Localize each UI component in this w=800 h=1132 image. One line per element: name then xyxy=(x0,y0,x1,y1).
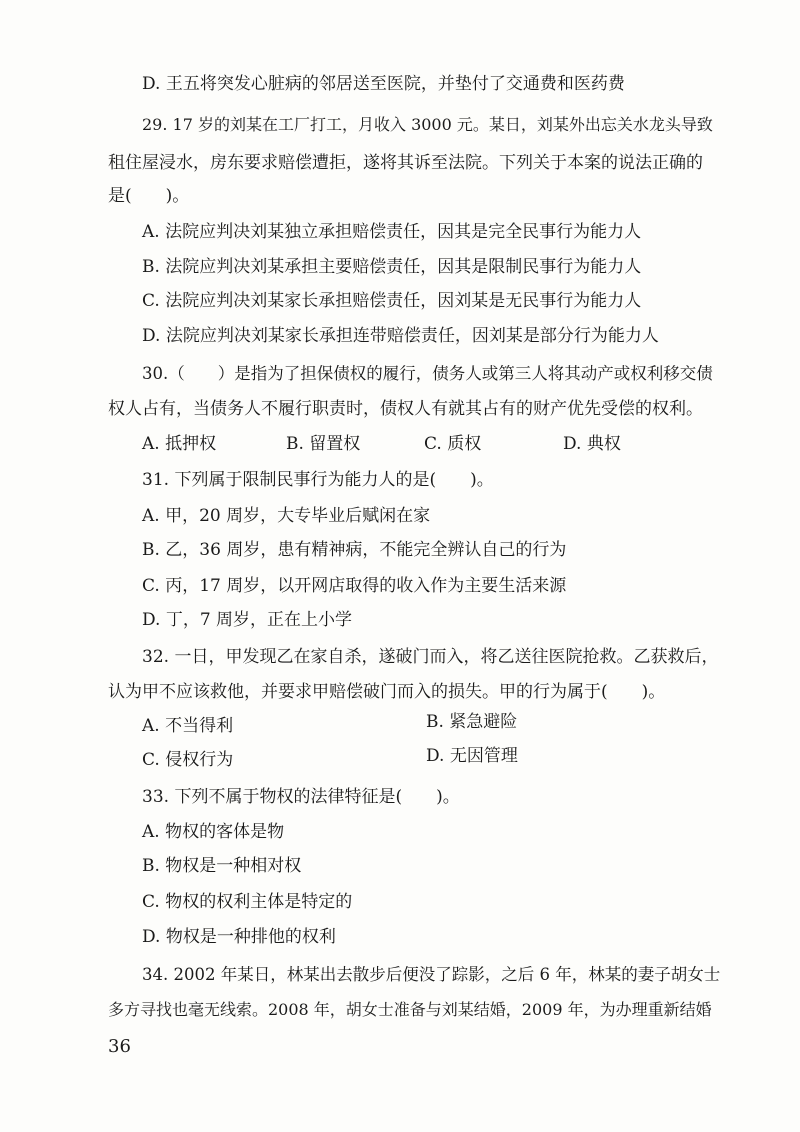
q31-option-a: A. 甲，20 周岁，大专毕业后赋闲在家 xyxy=(142,506,431,526)
q28-option-d: D. 王五将突发心脏病的邻居送至医院，并垫付了交通费和医药费 xyxy=(142,74,625,94)
q30-stem-line1: 30.（ ）是指为了担保债权的履行，债务人或第三人将其动产或权利移交债 xyxy=(142,364,713,383)
q33-option-b: B. 物权是一种相对权 xyxy=(142,856,302,876)
q31-option-b: B. 乙，36 周岁，患有精神病，不能完全辨认自己的行为 xyxy=(142,540,567,560)
q30-option-b: B. 留置权 xyxy=(286,434,361,454)
q29-option-a: A. 法院应判决刘某独立承担赔偿责任，因其是完全民事行为能力人 xyxy=(142,222,642,242)
q32-option-b: B. 紧急避险 xyxy=(426,712,518,732)
q33-option-a: A. 物权的客体是物 xyxy=(142,822,285,842)
q30-option-a: A. 抵押权 xyxy=(142,434,217,454)
q32-stem-line1: 32. 一日，甲发现乙在家自杀，遂破门而入，将乙送往医院抢救。乙获救后， xyxy=(142,647,719,667)
q29-option-b: B. 法院应判决刘某承担主要赔偿责任，因其是限制民事行为能力人 xyxy=(142,257,642,277)
q32-option-d: D. 无因管理 xyxy=(426,746,518,766)
q33-stem: 33. 下列不属于物权的法律特征是( )。 xyxy=(142,787,460,807)
q30-option-d: D. 典权 xyxy=(563,434,621,454)
q32-option-a: A. 不当得利 xyxy=(142,716,234,736)
q34-stem-line2: 多方寻找也毫无线索。2008 年，胡女士准备与刘某结婚，2009 年，为办理重新结婚 xyxy=(108,1000,712,1019)
q32-stem-line2: 认为甲不应该救他，并要求甲赔偿破门而入的损失。甲的行为属于( )。 xyxy=(108,682,666,702)
q32-option-c: C. 侵权行为 xyxy=(142,750,234,770)
q30-stem-line2: 权人占有，当债务人不履行职责时，债权人有就其占有的财产优先受偿的权利。 xyxy=(108,399,703,419)
q33-option-c: C. 物权的权利主体是特定的 xyxy=(142,892,353,912)
q29-stem-line2: 租住屋浸水，房东要求赔偿遭拒，遂将其诉至法院。下列关于本案的说法正确的 xyxy=(108,153,703,173)
q31-option-d: D. 丁，7 周岁，正在上小学 xyxy=(142,610,353,630)
q30-option-c: C. 质权 xyxy=(424,434,482,454)
q29-stem-line3: 是( )。 xyxy=(108,186,190,206)
page-number: 36 xyxy=(108,1036,131,1057)
q31-option-c: C. 丙，17 周岁，以开网店取得的收入作为主要生活来源 xyxy=(142,576,567,596)
q33-option-d: D. 物权是一种排他的权利 xyxy=(142,927,336,947)
q29-option-c: C. 法院应判决刘某家长承担赔偿责任，因刘某是无民事行为能力人 xyxy=(142,291,642,311)
q29-option-d: D. 法院应判决刘某家长承担连带赔偿责任，因刘某是部分行为能力人 xyxy=(142,326,659,346)
q34-stem-line1: 34. 2002 年某日，林某出去散步后便没了踪影，之后 6 年，林某的妻子胡女士 xyxy=(142,965,721,984)
q31-stem: 31. 下列属于限制民事行为能力人的是( )。 xyxy=(142,470,494,490)
q29-stem-line1: 29. 17 岁的刘某在工厂打工，月收入 3000 元。某日，刘某外出忘关水龙头导致 xyxy=(142,115,713,134)
